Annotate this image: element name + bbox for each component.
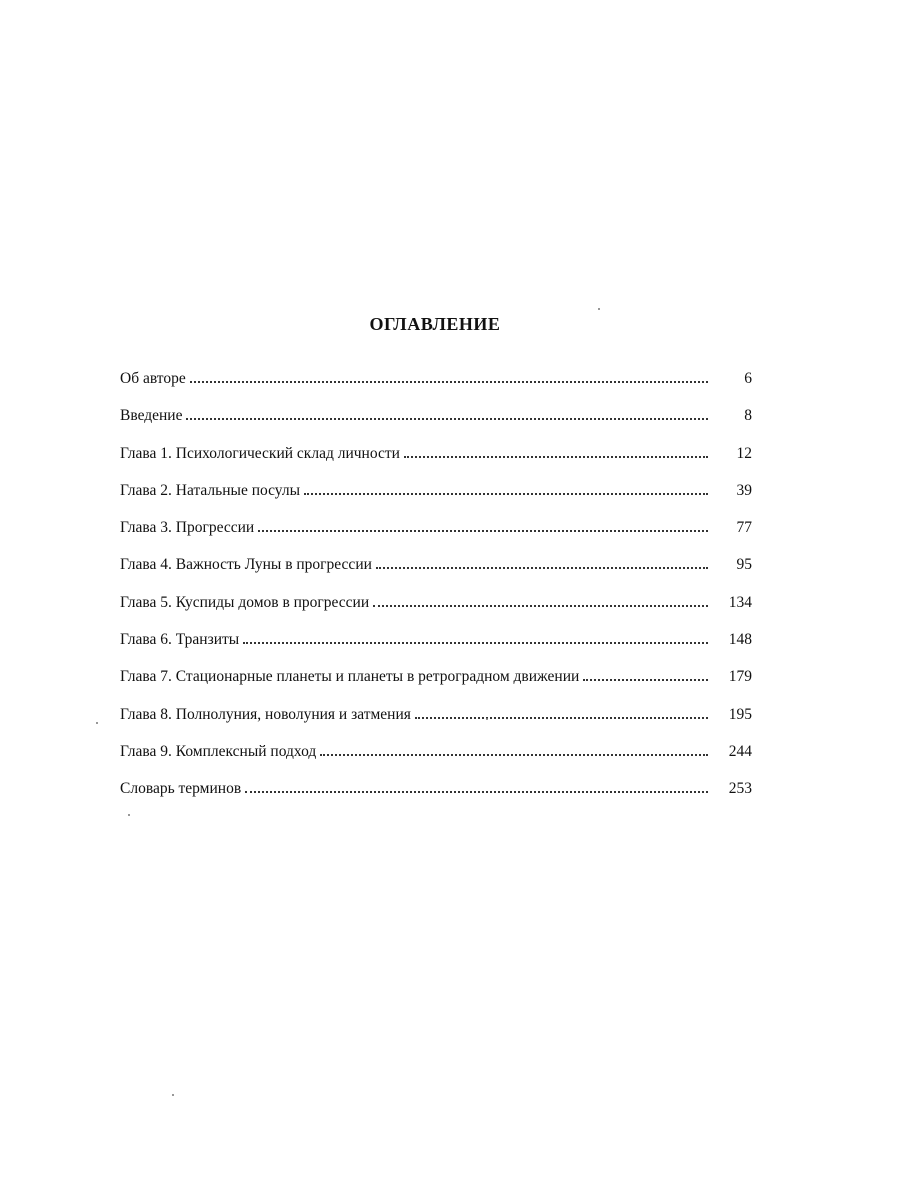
dot-leader [583, 679, 708, 681]
toc-entry-page: 253 [728, 780, 752, 798]
toc-entry-label: Глава 9. Комплексный подход [120, 742, 317, 760]
toc-entry-label: Глава 4. Важность Луны в прогрессии [120, 556, 372, 574]
dot-leader [190, 381, 708, 383]
toc-entry-page: 12 [736, 444, 752, 462]
toc-entry [120, 519, 752, 556]
scan-speck [172, 1094, 174, 1096]
dot-leader [258, 530, 708, 532]
toc-entry [120, 706, 752, 743]
scan-speck [486, 718, 488, 720]
dot-leader [304, 493, 708, 495]
dot-leader [186, 418, 708, 420]
toc-entry-label: Словарь терминов [120, 780, 242, 798]
toc-entry-label: Глава 8. Полнолуния, новолуния и затмения [120, 705, 411, 723]
toc-entry [120, 780, 752, 817]
toc-entry-page: 95 [736, 556, 752, 574]
toc-entry-label: Глава 6. Транзиты [120, 631, 240, 649]
toc-entry [120, 445, 752, 482]
toc-entry-label: Глава 2. Натальные посулы [120, 481, 301, 499]
toc-entry [120, 482, 752, 519]
toc-entry [120, 668, 752, 705]
toc-entry [120, 370, 752, 407]
dot-leader [320, 754, 708, 756]
toc-entry-page: 179 [728, 668, 752, 686]
toc-entry-page: 148 [728, 631, 752, 649]
toc-list [120, 370, 752, 818]
scan-speck [598, 308, 600, 310]
toc-entry-label: Об авторе [120, 370, 186, 387]
dot-leader [415, 717, 708, 719]
toc-entry-label: Введение [120, 407, 183, 425]
toc-entry-page: 195 [728, 705, 752, 723]
toc-entry-label: Глава 7. Стационарные планеты и планеты в ретроградном движении [120, 668, 580, 686]
toc-entry-label: Глава 1. Психологический склад личности [120, 444, 400, 462]
toc-entry-page: 8 [744, 407, 752, 425]
toc-entry [120, 743, 752, 780]
toc-entry [120, 594, 752, 631]
toc-entry-page: 244 [728, 742, 752, 760]
toc-entry-label: Глава 3. Прогрессии [120, 519, 255, 537]
dot-leader [376, 567, 708, 569]
toc-entry [120, 407, 752, 444]
toc-entry-page: 6 [744, 370, 752, 387]
dot-leader [373, 605, 708, 607]
toc-entry-label: Глава 5. Куспиды домов в прогрессии [120, 593, 370, 611]
scan-speck [128, 814, 130, 816]
dot-leader [245, 791, 708, 793]
toc-entry [120, 631, 752, 668]
dot-leader [243, 642, 708, 644]
toc-entry [120, 556, 752, 593]
toc-entry-page: 77 [736, 519, 752, 537]
page-title: ОГЛАВЛЕНИЕ [369, 314, 501, 334]
dot-leader [404, 456, 708, 458]
toc-entry-page: 39 [736, 481, 752, 499]
scan-speck [96, 722, 98, 724]
toc-entry-page: 134 [728, 593, 752, 611]
